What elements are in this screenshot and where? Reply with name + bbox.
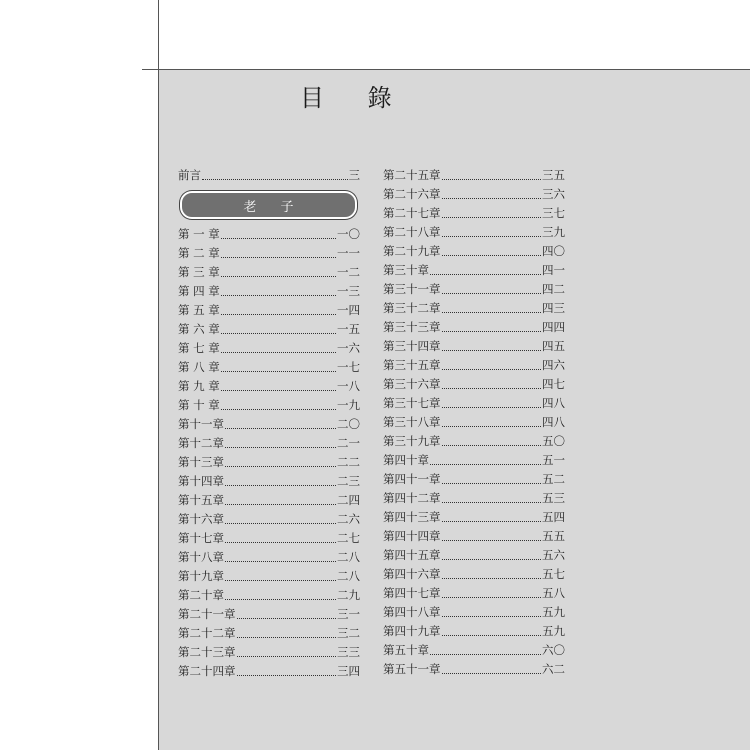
toc-entry[interactable] xyxy=(178,510,360,529)
toc-entry-page: 一五 xyxy=(337,322,360,336)
leader-dots xyxy=(225,598,336,600)
toc-entry-page: 三六 xyxy=(542,187,565,201)
toc-entry-page: 一六 xyxy=(337,341,360,355)
margin-horizontal-rule xyxy=(142,69,750,70)
toc-entry-page: 五三 xyxy=(542,491,565,505)
toc-entry-label: 第三十章 xyxy=(383,263,429,277)
leader-dots xyxy=(430,273,541,275)
toc-entry-label: 前言 xyxy=(178,168,201,182)
toc-list-left xyxy=(178,225,360,681)
toc-entry[interactable] xyxy=(178,567,360,586)
section-banner xyxy=(180,191,357,219)
toc-entry-page: 五九 xyxy=(542,605,565,619)
toc-entry[interactable] xyxy=(383,432,565,451)
toc-entry-page: 四一 xyxy=(542,263,565,277)
leader-dots xyxy=(225,503,336,505)
toc-entry-label: 第二十四章 xyxy=(178,664,236,678)
leader-dots xyxy=(442,577,542,579)
toc-entry-page: 四五 xyxy=(542,339,565,353)
toc-entry[interactable] xyxy=(383,413,565,432)
toc-entry[interactable] xyxy=(178,377,360,396)
toc-entry-page: 六二 xyxy=(542,662,565,676)
leader-dots xyxy=(221,389,336,391)
toc-entry[interactable] xyxy=(178,282,360,301)
toc-entry-page: 四四 xyxy=(542,320,565,334)
toc-entry-page: 三四 xyxy=(337,664,360,678)
toc-entry-label: 第十八章 xyxy=(178,550,224,564)
toc-entry[interactable] xyxy=(383,603,565,622)
leader-dots xyxy=(442,387,542,389)
toc-entry-page: 二八 xyxy=(337,550,360,564)
leader-dots xyxy=(225,427,336,429)
toc-entry[interactable] xyxy=(383,451,565,470)
toc-entry-page: 二九 xyxy=(337,588,360,602)
toc-entry-label: 第 二 章 xyxy=(178,246,220,260)
toc-entry[interactable] xyxy=(383,546,565,565)
leader-dots xyxy=(225,560,336,562)
toc-entry[interactable] xyxy=(178,339,360,358)
leader-dots xyxy=(225,541,336,543)
toc-entry[interactable] xyxy=(178,244,360,263)
toc-entry-page: 二四 xyxy=(337,493,360,507)
toc-entry-page: 四八 xyxy=(542,396,565,410)
toc-entry[interactable] xyxy=(178,605,360,624)
toc-entry[interactable] xyxy=(383,565,565,584)
leader-dots xyxy=(225,522,336,524)
toc-entry-page: 二〇 xyxy=(337,417,360,431)
toc-entry-label: 第 十 章 xyxy=(178,398,220,412)
toc-entry-label: 第三十九章 xyxy=(383,434,441,448)
toc-entry-page: 二七 xyxy=(337,531,360,545)
leader-dots xyxy=(430,463,541,465)
toc-entry[interactable] xyxy=(178,415,360,434)
toc-entry-page: 一〇 xyxy=(337,227,360,241)
toc-entry-label: 第三十五章 xyxy=(383,358,441,372)
toc-entry[interactable] xyxy=(178,320,360,339)
toc-entry[interactable] xyxy=(383,470,565,489)
toc-entry-page: 一八 xyxy=(337,379,360,393)
leader-dots xyxy=(221,237,336,239)
leader-dots xyxy=(221,256,336,258)
toc-entry-page: 三三 xyxy=(337,645,360,659)
toc-entry[interactable] xyxy=(383,204,565,223)
toc-entry-label: 第二十七章 xyxy=(383,206,441,220)
toc-entry-label: 第十四章 xyxy=(178,474,224,488)
leader-dots xyxy=(221,332,336,334)
leader-dots xyxy=(221,351,336,353)
toc-entry-page: 一九 xyxy=(337,398,360,412)
leader-dots xyxy=(237,655,337,657)
toc-entry-page: 五一 xyxy=(542,453,565,467)
leader-dots xyxy=(442,349,542,351)
toc-entry-page: 二六 xyxy=(337,512,360,526)
toc-entry[interactable] xyxy=(383,299,565,318)
leader-dots xyxy=(442,615,542,617)
toc-entry[interactable] xyxy=(383,318,565,337)
toc-entry-label: 第 四 章 xyxy=(178,284,220,298)
toc-entry-label: 第十九章 xyxy=(178,569,224,583)
toc-entry-label: 第五十章 xyxy=(383,643,429,657)
toc-entry-label: 第四十八章 xyxy=(383,605,441,619)
leader-dots xyxy=(442,292,542,294)
toc-entry-page: 五二 xyxy=(542,472,565,486)
leader-dots xyxy=(442,311,542,313)
toc-entry-page: 三 xyxy=(348,168,360,182)
toc-entry[interactable] xyxy=(178,358,360,377)
toc-list-right xyxy=(383,166,565,679)
toc-entry[interactable] xyxy=(178,225,360,244)
toc-entry-page: 三五 xyxy=(542,168,565,182)
toc-entry-label: 第二十三章 xyxy=(178,645,236,659)
leader-dots xyxy=(442,634,542,636)
toc-entry[interactable] xyxy=(178,662,360,681)
leader-dots xyxy=(442,501,542,503)
toc-entry[interactable] xyxy=(383,223,565,242)
leader-dots xyxy=(225,465,336,467)
toc-entry-label: 第四十七章 xyxy=(383,586,441,600)
leader-dots xyxy=(442,558,542,560)
toc-entry[interactable] xyxy=(178,472,360,491)
toc-entry[interactable] xyxy=(383,660,565,679)
toc-entry-label: 第三十四章 xyxy=(383,339,441,353)
toc-entry-page: 二八 xyxy=(337,569,360,583)
toc-entry-page: 一一 xyxy=(337,246,360,260)
toc-entry-label: 第十六章 xyxy=(178,512,224,526)
leader-dots xyxy=(442,254,542,256)
toc-entry[interactable] xyxy=(383,375,565,394)
toc-entry-label: 第 三 章 xyxy=(178,265,220,279)
toc-entry-label: 第四十五章 xyxy=(383,548,441,562)
toc-entry[interactable] xyxy=(383,242,565,261)
toc-column-left xyxy=(178,166,360,681)
toc-entry[interactable] xyxy=(178,396,360,415)
toc-entry-label: 第二十一章 xyxy=(178,607,236,621)
toc-entry-label: 第 一 章 xyxy=(178,227,220,241)
leader-dots xyxy=(442,330,542,332)
toc-entry-page: 四〇 xyxy=(542,244,565,258)
toc-entry-label: 第十二章 xyxy=(178,436,224,450)
toc-entry-page: 二二 xyxy=(337,455,360,469)
toc-entry-label: 第四十三章 xyxy=(383,510,441,524)
leader-dots xyxy=(221,275,336,277)
toc-entry-page: 四三 xyxy=(542,301,565,315)
toc-entry-label: 第三十二章 xyxy=(383,301,441,315)
leader-dots xyxy=(430,653,541,655)
toc-entry[interactable] xyxy=(383,356,565,375)
section-banner-label: 老 子 xyxy=(243,199,304,215)
toc-entry[interactable] xyxy=(383,489,565,508)
toc-entry-page: 五五 xyxy=(542,529,565,543)
leader-dots xyxy=(442,406,542,408)
toc-entry-label: 第 六 章 xyxy=(178,322,220,336)
leader-dots xyxy=(237,617,337,619)
toc-entry[interactable] xyxy=(178,529,360,548)
toc-entry-page: 四六 xyxy=(542,358,565,372)
toc-entry[interactable] xyxy=(383,261,565,280)
toc-entry-page: 五七 xyxy=(542,567,565,581)
toc-entry-label: 第三十一章 xyxy=(383,282,441,296)
toc-entry-page: 五八 xyxy=(542,586,565,600)
leader-dots xyxy=(237,674,337,676)
toc-entry-label: 第四十九章 xyxy=(383,624,441,638)
toc-entry-label: 第二十六章 xyxy=(383,187,441,201)
leader-dots xyxy=(225,579,336,581)
toc-entry-page: 二三 xyxy=(337,474,360,488)
toc-column-right xyxy=(383,166,565,679)
toc-entry-label: 第四十章 xyxy=(383,453,429,467)
leader-dots xyxy=(221,370,336,372)
toc-entry-label: 第二十八章 xyxy=(383,225,441,239)
leader-dots xyxy=(442,482,542,484)
toc-entry-label: 第十三章 xyxy=(178,455,224,469)
toc-entry[interactable] xyxy=(178,624,360,643)
toc-entry-page: 五九 xyxy=(542,624,565,638)
leader-dots xyxy=(442,596,542,598)
toc-entry[interactable] xyxy=(178,491,360,510)
toc-entry-page: 一三 xyxy=(337,284,360,298)
leader-dots xyxy=(442,539,542,541)
leader-dots xyxy=(442,197,542,199)
toc-entry-label: 第二十五章 xyxy=(383,168,441,182)
toc-entry-label: 第 八 章 xyxy=(178,360,220,374)
toc-entry[interactable] xyxy=(383,337,565,356)
toc-entry[interactable] xyxy=(178,453,360,472)
toc-entry-label: 第十五章 xyxy=(178,493,224,507)
leader-dots xyxy=(225,446,336,448)
toc-entry-page: 一二 xyxy=(337,265,360,279)
toc-entry[interactable] xyxy=(178,586,360,605)
toc-entry-label: 第二十章 xyxy=(178,588,224,602)
toc-entry-page: 五六 xyxy=(542,548,565,562)
toc-entry[interactable] xyxy=(383,185,565,204)
toc-entry-label: 第四十一章 xyxy=(383,472,441,486)
toc-entry[interactable] xyxy=(383,641,565,660)
toc-entry-label: 第十七章 xyxy=(178,531,224,545)
toc-entry-preface[interactable] xyxy=(178,166,360,185)
leader-dots xyxy=(237,636,337,638)
toc-entry[interactable] xyxy=(178,301,360,320)
leader-dots xyxy=(442,178,542,180)
toc-entry-page: 三九 xyxy=(542,225,565,239)
toc-entry[interactable] xyxy=(383,527,565,546)
toc-entry[interactable] xyxy=(383,394,565,413)
leader-dots xyxy=(225,484,336,486)
toc-entry[interactable] xyxy=(383,584,565,603)
toc-entry-label: 第三十八章 xyxy=(383,415,441,429)
toc-entry-label: 第三十六章 xyxy=(383,377,441,391)
toc-entry-page: 四二 xyxy=(542,282,565,296)
toc-entry-page: 三二 xyxy=(337,626,360,640)
toc-entry-label: 第四十六章 xyxy=(383,567,441,581)
leader-dots xyxy=(442,235,542,237)
leader-dots xyxy=(442,520,542,522)
toc-entry-label: 第二十二章 xyxy=(178,626,236,640)
leader-dots xyxy=(442,368,542,370)
toc-entry[interactable] xyxy=(178,548,360,567)
toc-entry-label: 第五十一章 xyxy=(383,662,441,676)
leader-dots xyxy=(221,313,336,315)
toc-entry-label: 第 九 章 xyxy=(178,379,220,393)
toc-entry-page: 三一 xyxy=(337,607,360,621)
toc-entry-page: 五〇 xyxy=(542,434,565,448)
toc-entry[interactable] xyxy=(383,508,565,527)
toc-entry-page: 六〇 xyxy=(542,643,565,657)
toc-entry[interactable] xyxy=(383,280,565,299)
leader-dots xyxy=(442,444,542,446)
toc-entry-page: 四八 xyxy=(542,415,565,429)
leader-dots xyxy=(221,408,336,410)
toc-entry[interactable] xyxy=(178,434,360,453)
toc-entry-label: 第 七 章 xyxy=(178,341,220,355)
leader-dots xyxy=(442,216,542,218)
toc-entry[interactable] xyxy=(383,166,565,185)
leader-dots xyxy=(442,425,542,427)
toc-entry-label: 第十一章 xyxy=(178,417,224,431)
toc-entry-page: 一四 xyxy=(337,303,360,317)
leader-dots xyxy=(442,672,542,674)
leader-dots xyxy=(202,178,348,180)
toc-entry-label: 第二十九章 xyxy=(383,244,441,258)
toc-entry[interactable] xyxy=(178,263,360,282)
leader-dots xyxy=(221,294,336,296)
toc-entry-page: 一七 xyxy=(337,360,360,374)
page-title: 目 錄 xyxy=(300,84,410,112)
toc-entry-label: 第三十七章 xyxy=(383,396,441,410)
toc-entry-label: 第四十四章 xyxy=(383,529,441,543)
toc-entry[interactable] xyxy=(178,643,360,662)
toc-entry-page: 四七 xyxy=(542,377,565,391)
toc-entry-page: 五四 xyxy=(542,510,565,524)
toc-entry-label: 第三十三章 xyxy=(383,320,441,334)
toc-entry-page: 三七 xyxy=(542,206,565,220)
toc-entry-label: 第 五 章 xyxy=(178,303,220,317)
toc-entry-label: 第四十二章 xyxy=(383,491,441,505)
toc-entry-page: 二一 xyxy=(337,436,360,450)
toc-entry[interactable] xyxy=(383,622,565,641)
